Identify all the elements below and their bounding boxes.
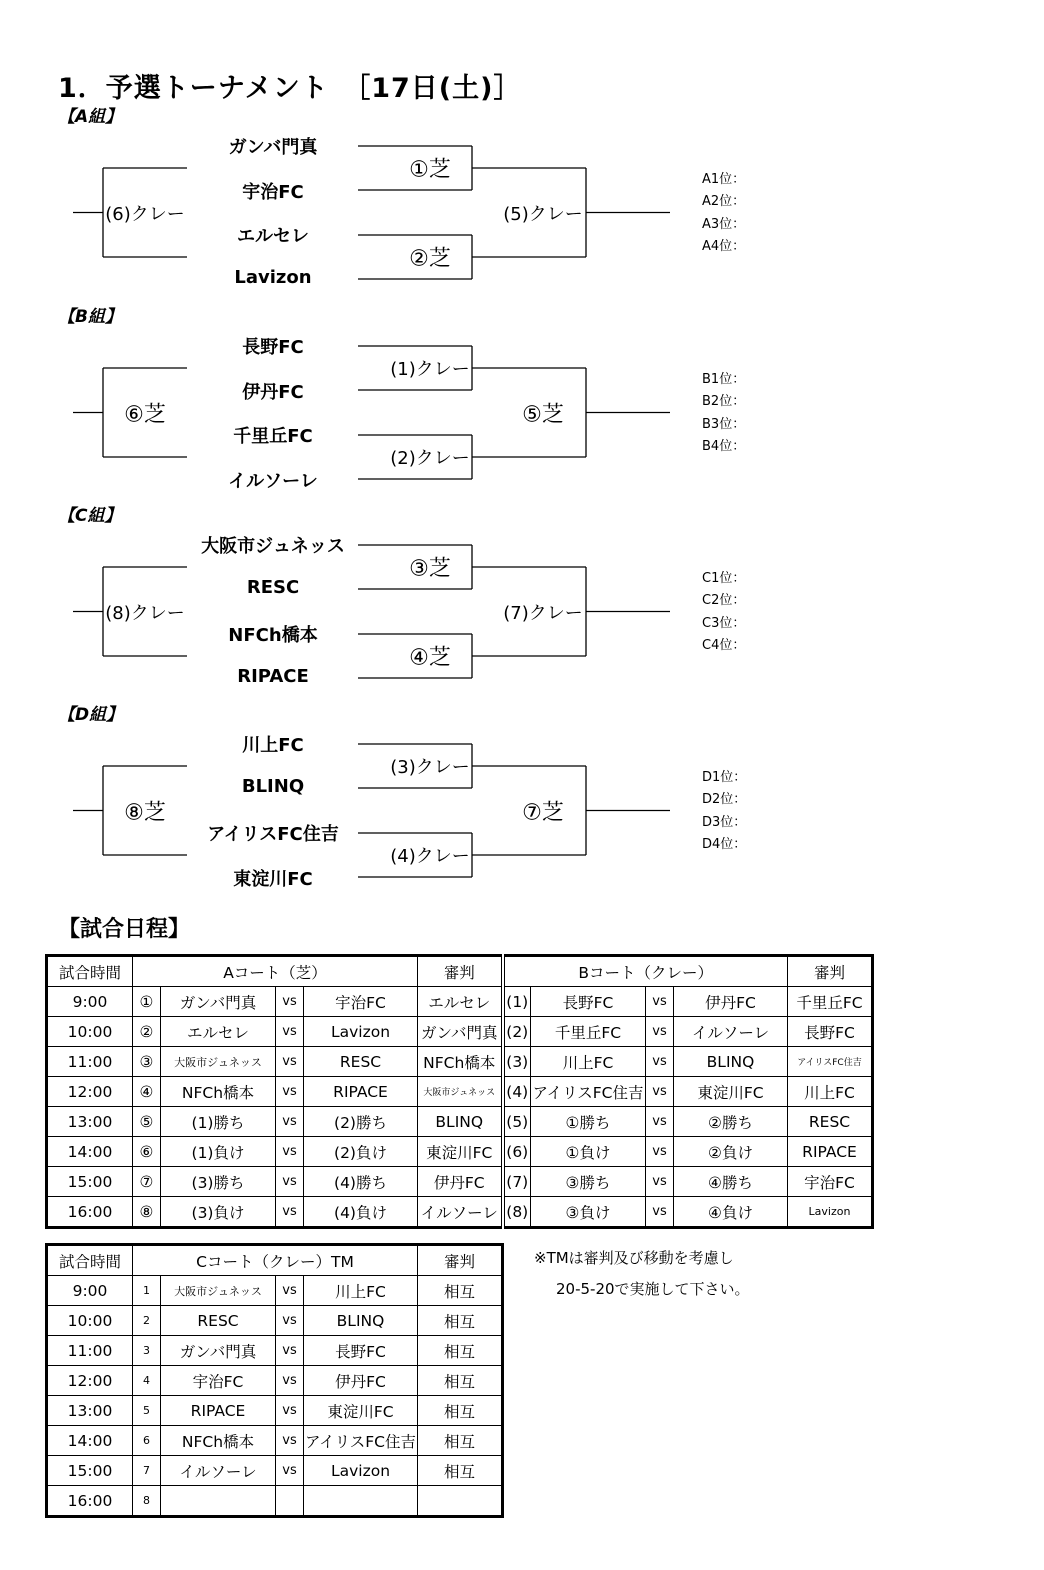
away-team: (2)勝ち (304, 1107, 418, 1137)
away-team: (4)勝ち (304, 1167, 418, 1197)
away-team: ②勝ち (674, 1107, 788, 1137)
vs-label: vs (276, 1306, 304, 1336)
team-name: 東淀川FC (233, 868, 313, 890)
match-time: 16:00 (47, 1197, 133, 1228)
first-round-match: (2)クレー (390, 448, 470, 469)
match-time: 15:00 (47, 1456, 133, 1486)
rank-label: B2位： (702, 394, 746, 410)
match-time: 10:00 (47, 1306, 133, 1336)
table-row (47, 1017, 873, 1047)
away-team: Lavizon (304, 1017, 418, 1047)
table-row (47, 1336, 503, 1366)
table-row (47, 1366, 503, 1396)
team-name: Lavizon (234, 266, 312, 288)
first-round-match: (4)クレー (390, 846, 470, 867)
home-team: ガンバ門真 (161, 1336, 276, 1366)
referee-team: アイリスFC住吉 (788, 1047, 873, 1077)
note-line-1: ※TMは審判及び移動を考慮し (534, 1249, 734, 1267)
home-team: ①勝ち (531, 1107, 646, 1137)
referee-team: 相互 (418, 1276, 503, 1306)
team-name: RIPACE (237, 665, 309, 687)
referee-team: 大阪市ジュネッス (418, 1077, 503, 1107)
rank-label: A3位： (702, 216, 746, 232)
rank-label: D1位： (702, 770, 747, 785)
team-name: イルソーレ (228, 470, 318, 492)
table-row (47, 1276, 503, 1306)
header-a-court: Aコート（芝） (133, 956, 418, 987)
home-team: (3)負け (161, 1197, 276, 1228)
vs-label: vs (276, 1366, 304, 1396)
referee-team: Lavizon (788, 1197, 873, 1228)
team-name: RESC (246, 576, 300, 598)
schedule-table-ab (45, 954, 874, 1229)
match-number: 5 (133, 1396, 161, 1426)
referee-team: 相互 (418, 1456, 503, 1486)
match-number: ⑦ (133, 1167, 161, 1197)
home-team: ③勝ち (531, 1167, 646, 1197)
vs-label: vs (276, 1017, 304, 1047)
header-referee: 審判 (418, 1245, 503, 1276)
rank-label: A4位： (702, 238, 746, 254)
home-team: ガンバ門真 (161, 987, 276, 1017)
vs-label: vs (646, 987, 674, 1017)
final-match: ⑤芝 (522, 402, 564, 427)
match-time: 12:00 (47, 1366, 133, 1396)
final-match: (5)クレー (503, 203, 583, 225)
rank-label: C3位： (702, 615, 746, 631)
match-time: 10:00 (47, 1017, 133, 1047)
match-time: 13:00 (47, 1107, 133, 1137)
rank-label: C4位： (702, 637, 746, 653)
away-team: 伊丹FC (304, 1366, 418, 1396)
rank-label: C1位： (702, 571, 746, 586)
match-number: 3 (133, 1336, 161, 1366)
team-name: NFCh橋本 (228, 625, 318, 646)
team-name: 千里丘FC (233, 426, 313, 447)
final-match: (7)クレー (503, 602, 583, 624)
rank-label: D4位： (702, 836, 747, 852)
match-number: (3) (503, 1047, 531, 1077)
match-number: (1) (503, 987, 531, 1017)
team-name: 伊丹FC (242, 381, 304, 403)
away-team: 東淀川FC (304, 1396, 418, 1426)
home-team: 大阪市ジュネッス (161, 1276, 276, 1306)
match-number: (4) (503, 1077, 531, 1107)
away-team: アイリスFC住吉 (304, 1426, 418, 1456)
referee-team: RIPACE (788, 1137, 873, 1167)
table-row (47, 1396, 503, 1426)
team-name: ガンバ門真 (228, 137, 318, 158)
home-team: (1)負け (161, 1137, 276, 1167)
referee-team: 東淀川FC (418, 1137, 503, 1167)
rank-label: B4位： (702, 438, 746, 454)
away-team: 宇治FC (304, 987, 418, 1017)
header-time: 試合時間 (47, 1245, 133, 1276)
away-team: (2)負け (304, 1137, 418, 1167)
match-time: 14:00 (47, 1137, 133, 1167)
referee-team: 宇治FC (788, 1167, 873, 1197)
match-number: (8) (503, 1197, 531, 1228)
team-name: 長野FC (242, 337, 304, 358)
group-label: 【D組】 (58, 705, 124, 725)
table-row (47, 1306, 503, 1336)
first-round-match: (1)クレー (390, 359, 470, 380)
home-team: NFCh橋本 (161, 1426, 276, 1456)
vs-label: vs (276, 1456, 304, 1486)
match-time: 13:00 (47, 1396, 133, 1426)
rank-label: A2位： (702, 194, 746, 210)
home-team: RIPACE (161, 1396, 276, 1426)
rank-label: C2位： (702, 593, 746, 609)
header-c-court: Cコート（クレー）TM (133, 1245, 418, 1276)
team-name: エルセレ (237, 226, 309, 247)
match-number: ⑧ (133, 1197, 161, 1228)
referee-team: 相互 (418, 1426, 503, 1456)
match-number: (2) (503, 1017, 531, 1047)
match-time: 15:00 (47, 1167, 133, 1197)
referee-team: 相互 (418, 1336, 503, 1366)
vs-label: vs (276, 1047, 304, 1077)
match-number: 8 (133, 1486, 161, 1517)
vs-label (276, 1486, 304, 1517)
vs-label: vs (276, 1336, 304, 1366)
group-label: 【B組】 (58, 307, 122, 327)
home-team: 長野FC (531, 987, 646, 1017)
table-row (47, 1197, 873, 1228)
note-line-2: 20-5-20で実施して下さい。 (556, 1280, 750, 1298)
third-place-match: ⑧芝 (124, 800, 166, 825)
home-team: 宇治FC (161, 1366, 276, 1396)
home-team: イルソーレ (161, 1456, 276, 1486)
team-name: 大阪市ジュネッス (201, 536, 345, 557)
referee-team: 長野FC (788, 1017, 873, 1047)
team-name: アイリスFC住吉 (207, 824, 339, 845)
referee-team: ガンバ門真 (418, 1017, 503, 1047)
home-team: (1)勝ち (161, 1107, 276, 1137)
table-row (47, 1047, 873, 1077)
away-team: イルソーレ (674, 1017, 788, 1047)
vs-label: vs (276, 1276, 304, 1306)
vs-label: vs (276, 987, 304, 1017)
match-number: ① (133, 987, 161, 1017)
referee-team: 川上FC (788, 1077, 873, 1107)
team-name: BLINQ (241, 775, 305, 797)
header-referee: 審判 (418, 956, 503, 987)
match-number: (6) (503, 1137, 531, 1167)
referee-team (418, 1486, 503, 1517)
referee-team: BLINQ (418, 1107, 503, 1137)
group-label: 【C組】 (58, 506, 122, 526)
match-number: 7 (133, 1456, 161, 1486)
away-team: RESC (304, 1047, 418, 1077)
schedule-title: 【試合日程】 (58, 917, 191, 942)
match-time: 14:00 (47, 1426, 133, 1456)
first-round-match: ④芝 (409, 645, 451, 671)
vs-label: vs (276, 1137, 304, 1167)
match-number: ④ (133, 1077, 161, 1107)
final-match: ⑦芝 (522, 800, 564, 825)
header-b-court: Bコート（クレー） (503, 956, 788, 987)
first-round-match: ③芝 (409, 556, 451, 582)
header-referee: 審判 (788, 956, 873, 987)
away-team: 伊丹FC (674, 987, 788, 1017)
home-team: ③負け (531, 1197, 646, 1228)
referee-team: NFCh橋本 (418, 1047, 503, 1077)
group-label: 【A組】 (58, 107, 123, 127)
match-number: 1 (133, 1276, 161, 1306)
table-row (47, 1456, 503, 1486)
match-number: ② (133, 1017, 161, 1047)
home-team: NFCh橋本 (161, 1077, 276, 1107)
header-time: 試合時間 (47, 956, 133, 987)
vs-label: vs (646, 1107, 674, 1137)
rank-label: D2位： (702, 792, 747, 808)
match-number: 4 (133, 1366, 161, 1396)
away-team: ④勝ち (674, 1167, 788, 1197)
away-team: ②負け (674, 1137, 788, 1167)
referee-team: 伊丹FC (418, 1167, 503, 1197)
match-time: 11:00 (47, 1336, 133, 1366)
vs-label: vs (646, 1017, 674, 1047)
home-team: RESC (161, 1306, 276, 1336)
away-team: Lavizon (304, 1456, 418, 1486)
home-team (161, 1486, 276, 1517)
vs-label: vs (276, 1077, 304, 1107)
home-team: 大阪市ジュネッス (161, 1047, 276, 1077)
match-number: (5) (503, 1107, 531, 1137)
home-team: (3)勝ち (161, 1167, 276, 1197)
third-place-match: ⑥芝 (124, 402, 166, 427)
home-team: エルセレ (161, 1017, 276, 1047)
vs-label: vs (646, 1047, 674, 1077)
team-name: 川上FC (242, 735, 304, 756)
match-number: ⑤ (133, 1107, 161, 1137)
rank-label: D3位： (702, 814, 747, 830)
team-name: 宇治FC (242, 181, 304, 203)
away-team: BLINQ (304, 1306, 418, 1336)
first-round-match: ①芝 (409, 157, 451, 183)
first-round-match: (3)クレー (390, 757, 470, 778)
rank-label: B1位： (702, 372, 746, 387)
away-team: BLINQ (674, 1047, 788, 1077)
table-row (47, 1137, 873, 1167)
table-row (47, 1486, 503, 1517)
match-time: 11:00 (47, 1047, 133, 1077)
referee-team: イルソーレ (418, 1197, 503, 1228)
away-team: (4)負け (304, 1197, 418, 1228)
away-team: RIPACE (304, 1077, 418, 1107)
table-row (47, 1077, 873, 1107)
schedule-table-c (45, 1243, 504, 1518)
rank-label: B3位： (702, 416, 746, 432)
vs-label: vs (646, 1167, 674, 1197)
table-row (47, 987, 873, 1017)
vs-label: vs (276, 1197, 304, 1228)
vs-label: vs (276, 1426, 304, 1456)
home-team: アイリスFC住吉 (531, 1077, 646, 1107)
match-time: 9:00 (47, 987, 133, 1017)
match-time: 12:00 (47, 1077, 133, 1107)
match-number: (7) (503, 1167, 531, 1197)
vs-label: vs (646, 1197, 674, 1228)
match-time: 9:00 (47, 1276, 133, 1306)
table-row (47, 1167, 873, 1197)
vs-label: vs (276, 1396, 304, 1426)
away-team: 川上FC (304, 1276, 418, 1306)
referee-team: 千里丘FC (788, 987, 873, 1017)
away-team: 長野FC (304, 1336, 418, 1366)
rank-label: A1位： (702, 172, 746, 187)
home-team: 千里丘FC (531, 1017, 646, 1047)
page-title: 1．予選トーナメント ［17日(土)］ (58, 73, 522, 104)
away-team: 東淀川FC (674, 1077, 788, 1107)
table-row (47, 1107, 873, 1137)
home-team: 川上FC (531, 1047, 646, 1077)
vs-label: vs (646, 1137, 674, 1167)
first-round-match: ②芝 (409, 246, 451, 272)
table-row (47, 1426, 503, 1456)
vs-label: vs (276, 1107, 304, 1137)
match-number: 6 (133, 1426, 161, 1456)
away-team (304, 1486, 418, 1517)
match-time: 16:00 (47, 1486, 133, 1517)
referee-team: 相互 (418, 1366, 503, 1396)
away-team: ④負け (674, 1197, 788, 1228)
third-place-match: (6)クレー (105, 203, 185, 225)
vs-label: vs (646, 1077, 674, 1107)
third-place-match: (8)クレー (105, 602, 185, 624)
match-number: ⑥ (133, 1137, 161, 1167)
home-team: ①負け (531, 1137, 646, 1167)
referee-team: エルセレ (418, 987, 503, 1017)
referee-team: 相互 (418, 1306, 503, 1336)
vs-label: vs (276, 1167, 304, 1197)
referee-team: RESC (788, 1107, 873, 1137)
match-number: ③ (133, 1047, 161, 1077)
referee-team: 相互 (418, 1396, 503, 1426)
match-number: 2 (133, 1306, 161, 1336)
